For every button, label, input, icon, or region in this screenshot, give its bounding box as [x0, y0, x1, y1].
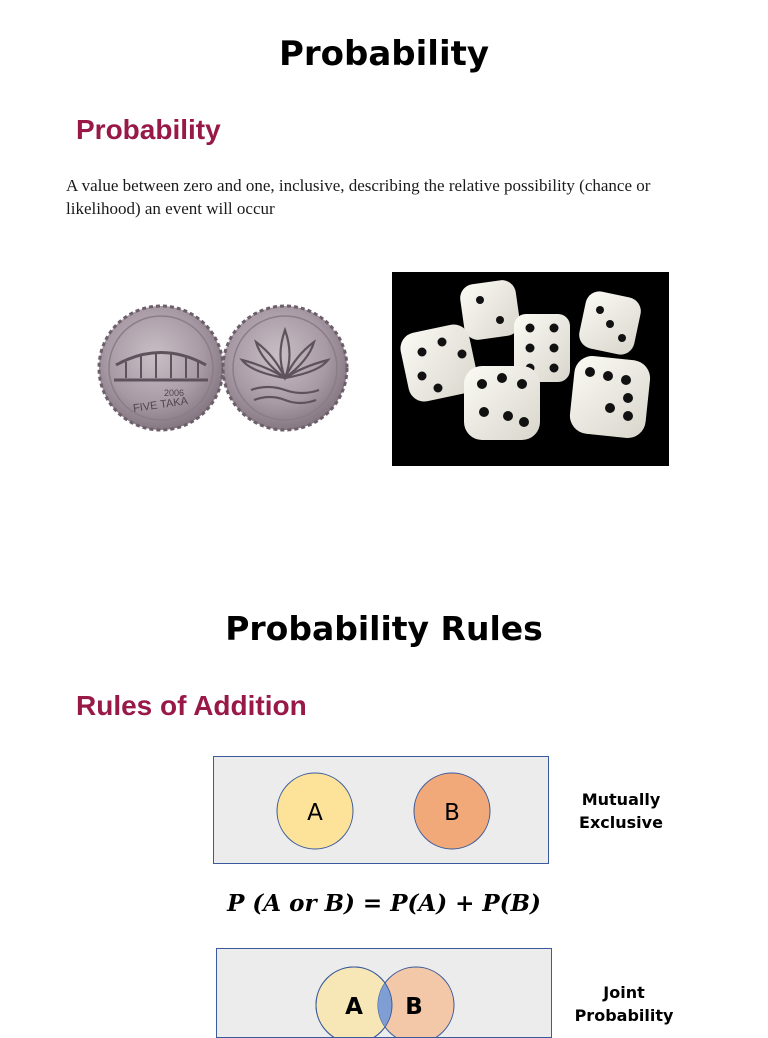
- venn-diagram-mutually-exclusive: [213, 756, 549, 864]
- circle-b-label: B: [405, 994, 423, 1020]
- page-title: Probability Rules: [225, 609, 543, 648]
- coin-front: [99, 306, 223, 430]
- label-line: Exclusive: [579, 813, 663, 832]
- section-heading: Rules of Addition: [76, 690, 307, 721]
- coin-front-text: FIVE TAKA: [132, 395, 189, 415]
- section-heading: Probability: [76, 114, 221, 145]
- page-title: Probability: [278, 34, 490, 74]
- diagram-label: [566, 788, 676, 834]
- addition-formula: P (A or B) = P(A) + P(B): [227, 890, 541, 917]
- venn-diagram-joint-probability: [216, 948, 552, 1038]
- label-line: Joint: [603, 983, 645, 1002]
- definition-text: A value between zero and one, inclusive, describing the relative possibility (chance or likelihood) an event will occur: [66, 176, 651, 218]
- diagram-label: [569, 981, 679, 1027]
- label-line: Probability: [574, 1006, 674, 1025]
- dice-image: [392, 272, 669, 466]
- die: [458, 278, 521, 341]
- circle-a-label: A: [345, 994, 363, 1020]
- circle-a-label: A: [307, 800, 323, 826]
- circle-b-label: B: [444, 800, 460, 826]
- label-line: Mutually: [581, 790, 661, 809]
- coins-image: [96, 300, 350, 436]
- die: [464, 366, 540, 440]
- coin-back: [223, 306, 347, 430]
- coin-year-text: 2006: [163, 388, 185, 398]
- die: [568, 354, 652, 440]
